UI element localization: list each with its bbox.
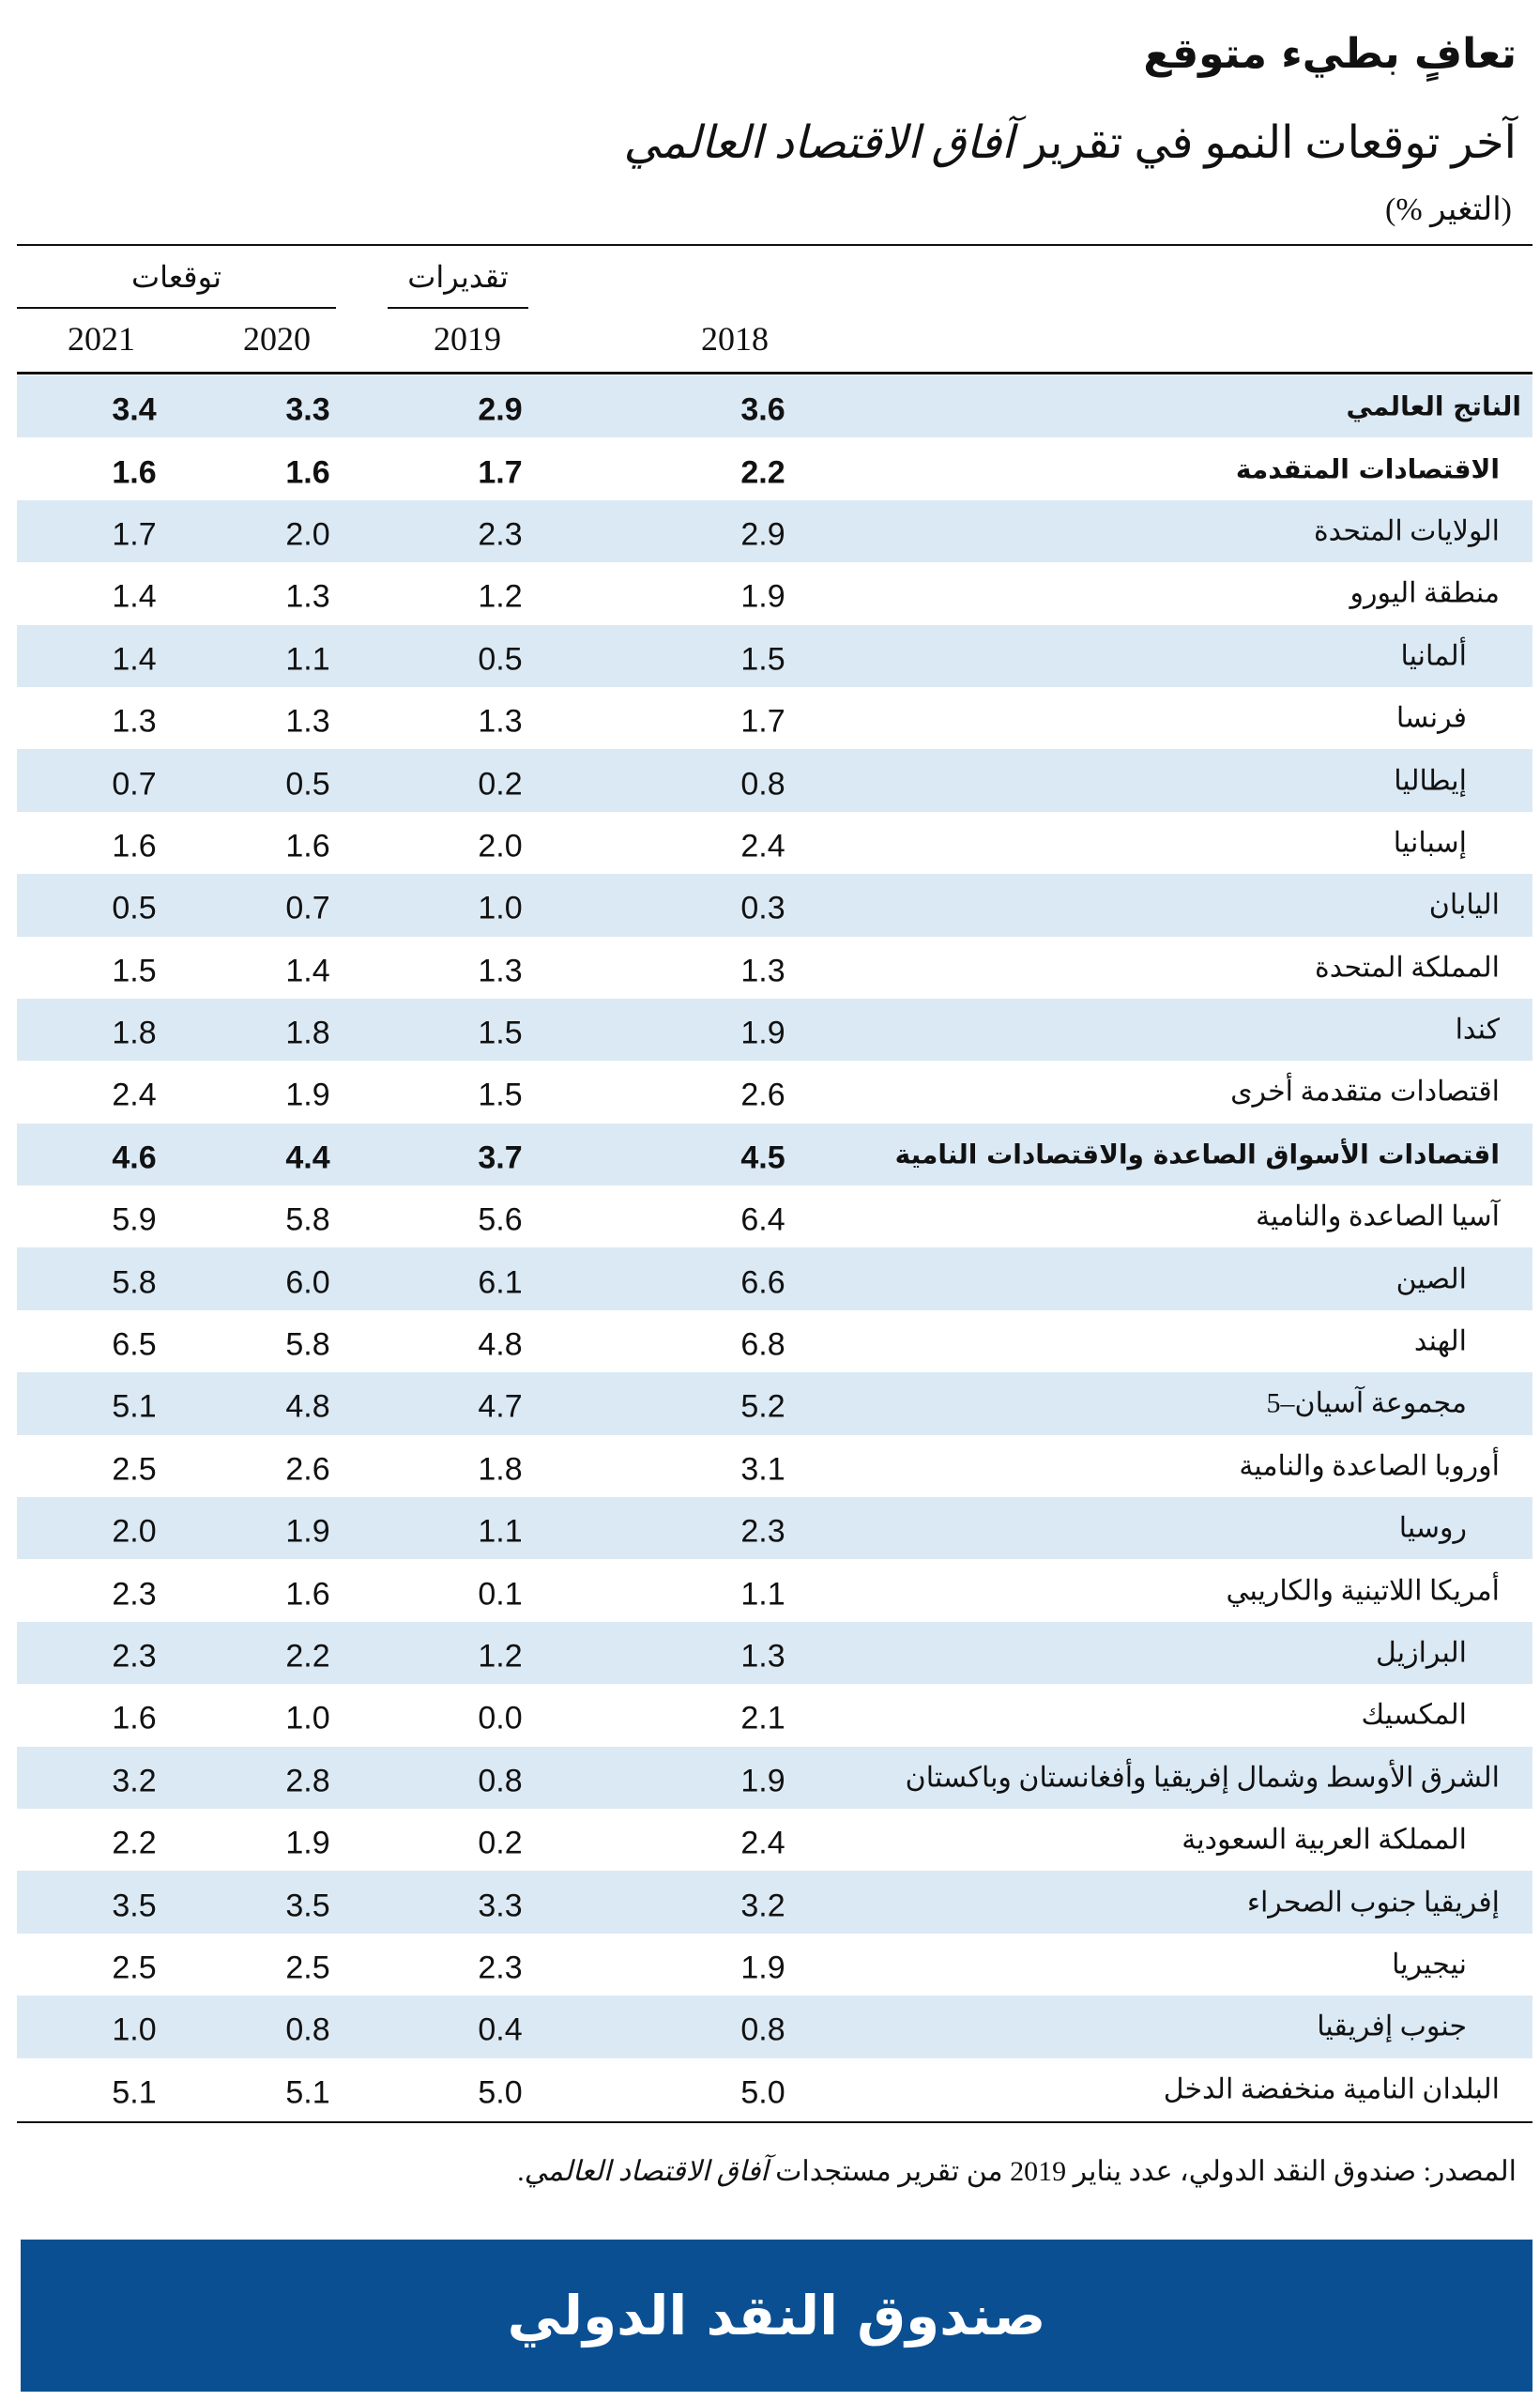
cell-2019: 0.8 (478, 1763, 523, 1799)
cell-2020: 4.8 (285, 1388, 330, 1425)
cell-2021: 0.7 (112, 765, 157, 802)
cell-2018: 2.1 (740, 1700, 785, 1736)
cell-2021: 3.5 (112, 1887, 157, 1923)
table-row (17, 1372, 1532, 1434)
cell-2019: 0.1 (478, 1576, 523, 1613)
cell-2018: 1.9 (740, 1763, 785, 1799)
cell-2020: 1.9 (285, 1077, 330, 1113)
cell-2018: 6.8 (740, 1326, 785, 1363)
cell-2019: 1.1 (478, 1513, 523, 1550)
year-header-2018: 2018 (701, 320, 769, 358)
table-row (17, 937, 1532, 999)
row-label: نيجيريا (1392, 1949, 1467, 1980)
table-top-rule (17, 244, 1532, 246)
cell-2018: 2.4 (740, 1825, 785, 1861)
row-label: أمريكا اللاتينية والكاريبي (1226, 1575, 1500, 1607)
growth-table (17, 375, 1532, 2120)
cell-2020: 6.0 (285, 1264, 330, 1301)
cell-2019: 3.7 (478, 1139, 523, 1176)
row-label: ألمانيا (1400, 640, 1467, 672)
cell-2021: 1.8 (112, 1015, 157, 1051)
cell-2021: 1.6 (112, 453, 157, 490)
row-label: الهند (1413, 1325, 1467, 1357)
cell-2019: 1.7 (478, 453, 523, 490)
table-row (17, 874, 1532, 936)
subtitle-report-name: آفاق الاقتصاد العالمي (623, 118, 1014, 168)
table-row (17, 812, 1532, 874)
table-row (17, 999, 1532, 1061)
cell-2019: 1.5 (478, 1015, 523, 1051)
source-report-name: آفاق الاقتصاد العالمي (524, 2156, 769, 2187)
table-row (17, 1871, 1532, 1933)
cell-2019: 1.8 (478, 1451, 523, 1488)
row-label: الاقتصادات المتقدمة (1235, 453, 1500, 485)
cell-2020: 1.6 (285, 828, 330, 864)
cell-2019: 1.2 (478, 578, 523, 615)
projections-group-label: توقعات (130, 260, 222, 294)
row-label: روسيا (1398, 1512, 1467, 1544)
cell-2019: 6.1 (478, 1264, 523, 1301)
cell-2021: 6.5 (112, 1326, 157, 1363)
estimates-group-label: تقديرات (407, 260, 509, 294)
cell-2020: 1.0 (285, 1700, 330, 1736)
cell-2020: 2.8 (285, 1763, 330, 1799)
cell-2020: 1.9 (285, 1513, 330, 1550)
cell-2021: 2.5 (112, 1950, 157, 1986)
cell-2020: 5.8 (285, 1326, 330, 1363)
cell-2018: 3.6 (740, 391, 785, 428)
row-label: مجموعة آسيان–5 (1266, 1387, 1467, 1419)
cell-2020: 2.5 (285, 1950, 330, 1986)
cell-2018: 0.3 (740, 890, 785, 926)
cell-2021: 5.1 (112, 2074, 157, 2111)
cell-2021: 5.9 (112, 1201, 157, 1238)
cell-2018: 1.3 (740, 953, 785, 989)
cell-2021: 3.4 (112, 391, 157, 428)
row-label: جنوب إفريقيا (1317, 2011, 1467, 2042)
cell-2021: 2.0 (112, 1513, 157, 1550)
cell-2020: 1.6 (285, 453, 330, 490)
table-row (17, 375, 1532, 437)
table-bottom-rule (17, 2121, 1532, 2123)
cell-2019: 1.3 (478, 703, 523, 740)
banner-text: صندوق النقد الدولي (507, 2284, 1046, 2347)
cell-2021: 1.3 (112, 703, 157, 740)
cell-2018: 6.6 (740, 1264, 785, 1301)
table-row (17, 1247, 1532, 1309)
row-label: الناتج العالمي (1346, 390, 1521, 422)
row-label: اقتصادات متقدمة أخرى (1230, 1076, 1500, 1108)
table-row (17, 1684, 1532, 1746)
cell-2019: 2.3 (478, 1950, 523, 1986)
projections-group-rule (17, 307, 336, 309)
cell-2021: 1.6 (112, 828, 157, 864)
subtitle-plain: آخر توقعات النمو في تقرير (1014, 118, 1517, 168)
row-label: الشرق الأوسط وشمال إفريقيا وأفغانستان وباكستان (905, 1762, 1500, 1794)
cell-2019: 0.4 (478, 2011, 523, 2048)
table-row (17, 1934, 1532, 1996)
cell-2020: 1.3 (285, 703, 330, 740)
cell-2018: 3.1 (740, 1451, 785, 1488)
cell-2019: 3.3 (478, 1887, 523, 1923)
cell-2021: 1.4 (112, 578, 157, 615)
page-subtitle (203, 116, 1517, 171)
cell-2018: 2.3 (740, 1513, 785, 1550)
cell-2018: 4.5 (740, 1139, 785, 1176)
row-label: إسبانيا (1393, 827, 1467, 859)
table-row (17, 1185, 1532, 1247)
cell-2019: 5.6 (478, 1201, 523, 1238)
table-row (17, 1124, 1532, 1185)
cell-2019: 4.7 (478, 1388, 523, 1425)
table-row (17, 1061, 1532, 1123)
cell-2021: 0.5 (112, 890, 157, 926)
table-row (17, 1747, 1532, 1809)
row-label: اقتصادات الأسواق الصاعدة والاقتصادات النامية (894, 1139, 1500, 1170)
cell-2019: 5.0 (478, 2074, 523, 2111)
cell-2020: 5.8 (285, 1201, 330, 1238)
row-label: اليابان (1428, 889, 1500, 921)
row-label: آسيا الصاعدة والنامية (1255, 1200, 1500, 1232)
cell-2020: 1.3 (285, 578, 330, 615)
cell-2020: 3.3 (285, 391, 330, 428)
cell-2019: 1.2 (478, 1638, 523, 1675)
row-label: البلدان النامية منخفضة الدخل (1163, 2073, 1500, 2105)
cell-2020: 5.1 (285, 2074, 330, 2111)
unit-label: (التغير %) (1385, 192, 1512, 227)
cell-2020: 0.8 (285, 2011, 330, 2048)
cell-2021: 4.6 (112, 1139, 157, 1176)
cell-2021: 2.3 (112, 1576, 157, 1613)
table-row (17, 749, 1532, 811)
cell-2018: 2.2 (740, 453, 785, 490)
cell-2019: 2.3 (478, 516, 523, 553)
year-header-2020: 2020 (243, 320, 311, 358)
cell-2019: 2.0 (478, 828, 523, 864)
cell-2019: 0.2 (478, 765, 523, 802)
cell-2020: 2.2 (285, 1638, 330, 1675)
row-label: أوروبا الصاعدة والنامية (1239, 1450, 1500, 1482)
row-label: إيطاليا (1394, 765, 1467, 797)
cell-2019: 1.5 (478, 1077, 523, 1113)
cell-2018: 5.2 (740, 1388, 785, 1425)
cell-2020: 4.4 (285, 1139, 330, 1176)
year-header-2021: 2021 (68, 320, 135, 358)
cell-2020: 1.4 (285, 953, 330, 989)
cell-2021: 1.7 (112, 516, 157, 553)
row-label: منطقة اليورو (1349, 577, 1500, 609)
cell-2020: 1.8 (285, 1015, 330, 1051)
table-row (17, 437, 1532, 499)
row-label: البرازيل (1376, 1637, 1467, 1669)
cell-2019: 0.2 (478, 1825, 523, 1861)
table-row (17, 687, 1532, 749)
table-row (17, 1996, 1532, 2057)
cell-2018: 1.9 (740, 1015, 785, 1051)
cell-2021: 2.4 (112, 1077, 157, 1113)
cell-2018: 1.9 (740, 578, 785, 615)
cell-2019: 4.8 (478, 1326, 523, 1363)
cell-2021: 5.1 (112, 1388, 157, 1425)
cell-2021: 1.0 (112, 2011, 157, 2048)
cell-2018: 1.7 (740, 703, 785, 740)
table-header-rule (17, 372, 1532, 375)
cell-2018: 1.5 (740, 641, 785, 678)
cell-2020: 1.6 (285, 1576, 330, 1613)
cell-2021: 2.2 (112, 1825, 157, 1861)
row-label: المملكة العربية السعودية (1182, 1824, 1467, 1856)
cell-2018: 2.9 (740, 516, 785, 553)
cell-2018: 2.4 (740, 828, 785, 864)
cell-2021: 5.8 (112, 1264, 157, 1301)
cell-2019: 0.0 (478, 1700, 523, 1736)
estimates-group-rule (388, 307, 528, 309)
table-row (17, 625, 1532, 687)
cell-2020: 1.9 (285, 1825, 330, 1861)
table-row (17, 1622, 1532, 1684)
row-label: كندا (1455, 1014, 1500, 1046)
source-text: المصدر: صندوق النقد الدولي، عدد يناير 2019 من تقرير مستجدات (768, 2156, 1517, 2187)
year-header-2019: 2019 (434, 320, 501, 358)
page-title: تعافٍ بطيء متوقع (1143, 30, 1517, 78)
cell-2019: 0.5 (478, 641, 523, 678)
cell-2021: 1.5 (112, 953, 157, 989)
table-row (17, 1310, 1532, 1372)
cell-2020: 1.1 (285, 641, 330, 678)
cell-2021: 2.5 (112, 1451, 157, 1488)
cell-2021: 3.2 (112, 1763, 157, 1799)
row-label: فرنسا (1395, 702, 1467, 734)
cell-2019: 1.3 (478, 953, 523, 989)
row-label: المكسيك (1361, 1699, 1467, 1731)
cell-2019: 2.9 (478, 391, 523, 428)
cell-2018: 1.9 (740, 1950, 785, 1986)
cell-2021: 1.4 (112, 641, 157, 678)
table-row (17, 1809, 1532, 1871)
table-row (17, 562, 1532, 624)
cell-2018: 0.8 (740, 2011, 785, 2048)
table-row (17, 2058, 1532, 2120)
row-label: الولايات المتحدة (1313, 515, 1500, 547)
row-label: المملكة المتحدة (1315, 952, 1500, 984)
cell-2018: 6.4 (740, 1201, 785, 1238)
table-row (17, 1435, 1532, 1497)
cell-2018: 3.2 (740, 1887, 785, 1923)
cell-2019: 1.0 (478, 890, 523, 926)
cell-2021: 1.6 (112, 1700, 157, 1736)
cell-2018: 1.1 (740, 1576, 785, 1613)
table-row (17, 1497, 1532, 1559)
cell-2018: 5.0 (740, 2074, 785, 2111)
table-row (17, 500, 1532, 562)
imf-banner (21, 2240, 1532, 2392)
cell-2020: 0.7 (285, 890, 330, 926)
cell-2020: 2.6 (285, 1451, 330, 1488)
cell-2018: 0.8 (740, 765, 785, 802)
cell-2018: 2.6 (740, 1077, 785, 1113)
cell-2020: 3.5 (285, 1887, 330, 1923)
table-row (17, 1559, 1532, 1621)
row-label: الصين (1395, 1263, 1467, 1295)
cell-2020: 2.0 (285, 516, 330, 553)
cell-2020: 0.5 (285, 765, 330, 802)
row-label: إفريقيا جنوب الصحراء (1246, 1887, 1500, 1919)
cell-2021: 2.3 (112, 1638, 157, 1675)
source-end: . (517, 2156, 525, 2187)
cell-2018: 1.3 (740, 1638, 785, 1675)
source-note (53, 2153, 1517, 2190)
